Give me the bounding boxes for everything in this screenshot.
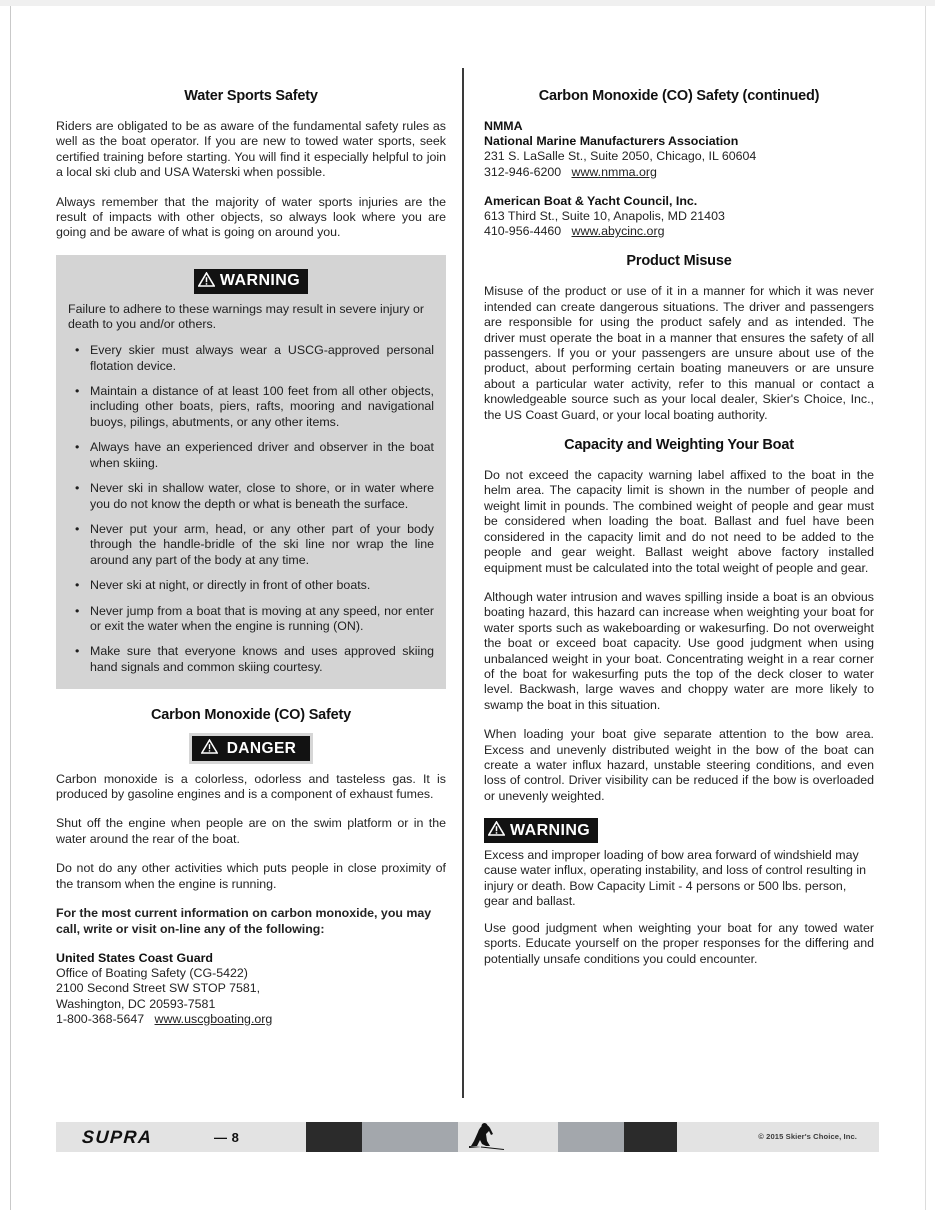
coast-guard-website-link[interactable]: www.uscgboating.org — [154, 1011, 273, 1026]
abyc-contact-line — [484, 224, 874, 239]
intro-paragraph-2: Always remember that the majority of water sports injuries are the result of impacts with other objects, so always look where you are going and be aware of what is going on around you. — [56, 194, 446, 240]
danger-triangle-icon — [201, 739, 218, 758]
warning-bullet-text: Never ski at night, or directly in front of other boats. — [90, 578, 371, 593]
nmma-contact-line — [484, 165, 874, 180]
capacity-paragraph-2: Although water intrusion and waves spilling inside a boat is an obvious boating hazard, this hazard can increase when weighting your boat for water sports such as wakeboarding or wakesurfing. Do not overweight the boat or exceed boat capacity. Use good judgment when using unbalanced weight in your boat. Concentrating weight in a rear corner of the boat for wakesurfing puts the top of the deck closer to water level. Backwash, large waves and choppy water are more likely to swamp the boat in this situation. — [484, 589, 874, 712]
intro-paragraph-1: Riders are obligated to be as aware of the fundamental safety rules as well as the boat operator. If you are new to towed water sports, seek certified training before starting. You will find it especially helpful to join a local ski club and USA Waterski when possible. — [56, 119, 446, 180]
page-number: — 8 — [214, 1130, 240, 1145]
warning-badge-label: WARNING — [219, 272, 301, 290]
capacity-paragraph-1: Do not exceed the capacity warning label affixed to the boat in the helm area. The capacity limit is shown in the number of people and weight limit in pounds. The combined weight of people and gear must be considered when loading the boat. Ballast and fuel have been considered in the capacity limit and do not need to be added to the people and gear weight. Ballast weight above factory installed equipment must be calculated into the total weight of people and gear. — [484, 468, 874, 575]
bow-warning-text: Excess and improper loading of bow area forward of windshield may cause water influx, operating instability, and loss of control resulting in injury or death. Bow Capacity Limit - 4 persons or 500 lbs. person, gear and ballast. — [484, 848, 867, 908]
capacity-paragraph-3: When loading your boat give separate attention to the bow area. Excess and unevenly distributed weight in the bow of the boat can create a water influx hazard, unstable steering conditions, and even loss of control. Driver visibility can be reduced if the bow is overloaded or unevenly weighted. — [484, 727, 874, 803]
bow-loading-warning — [484, 818, 874, 909]
bow-warning-badge-container — [484, 818, 874, 843]
coast-guard-org-name: United States Coast Guard — [56, 950, 213, 965]
warning-bullet-text: Never put your arm, head, or any other part of your body through the handle-bridle of the ski line nor wrap the line around any part of the body at any time. — [90, 521, 434, 567]
product-misuse-heading: Product Misuse — [626, 253, 732, 270]
footer-decoration-dark-left — [306, 1122, 362, 1152]
danger-badge-label: DANGER — [226, 739, 297, 757]
warning-bullet-item — [68, 440, 434, 471]
nmma-phone: 312-946-6200 — [484, 164, 562, 179]
co-safety-continued-heading: Carbon Monoxide (CO) Safety (continued) — [538, 88, 820, 104]
co-contact-lead: For the most current information on carbon monoxide, you may call, write or visit on-line any of the following: — [56, 906, 432, 936]
warning-bullet-text: Never ski in shallow water, close to shore, or in water where you do not know the depth or what is beneath the surface. — [90, 481, 434, 511]
warning-bullet-item — [68, 604, 434, 635]
warning-bullet-item — [68, 644, 434, 675]
nmma-org-name: National Marine Manufacturers Association — [484, 134, 739, 149]
footer-decoration-gray-right — [558, 1122, 624, 1152]
warning-bullet-item — [68, 384, 434, 430]
warning-badge — [194, 269, 308, 294]
page-title: Water Sports Safety — [184, 88, 318, 104]
warning-bullet-item — [68, 522, 434, 568]
footer-decoration-dark-right — [624, 1122, 677, 1152]
abyc-address: 613 Third St., Suite 10, Anapolis, MD 21403 — [484, 209, 725, 224]
warning-bullet-item — [68, 343, 434, 374]
warning-bullet-text: Every skier must always wear a USCG-approved personal flotation device. — [90, 343, 434, 373]
supra-brand-logo: SUPRA — [81, 1127, 154, 1147]
bullet-dot-icon: • — [75, 578, 80, 593]
warning-bullet-item — [68, 578, 434, 593]
capacity-closing-paragraph: Use good judgment when weighting your boat for any towed water sports. Educate yourself on the proper responses for the differing and potentially unsafe conditions you could encounter. — [484, 921, 874, 966]
bullet-dot-icon: • — [75, 343, 80, 358]
co-safety-heading: Carbon Monoxide (CO) Safety — [150, 707, 352, 724]
page-footer — [56, 1122, 879, 1152]
column-divider — [462, 68, 464, 1098]
co-paragraph-1: Carbon monoxide is a colorless, odorless and tasteless gas. It is produced by gasoline engines and is a component of exhaust fumes. — [56, 771, 446, 802]
co-paragraph-3: Do not do any other activities which puts people in close proximity of the transom when the engine is running. — [56, 861, 446, 891]
bullet-dot-icon: • — [75, 521, 80, 536]
coast-guard-phone: 1-800-368-5647 — [56, 1011, 145, 1026]
coast-guard-office: Office of Boating Safety (CG-5422) — [56, 966, 248, 981]
danger-badge-container — [56, 733, 446, 764]
nmma-address-block — [484, 119, 874, 180]
nmma-address: 231 S. LaSalle St., Suite 2050, Chicago, IL 60604 — [484, 149, 757, 164]
coast-guard-contact-line — [56, 1012, 446, 1027]
footer-decoration-gray-left — [362, 1122, 458, 1152]
warning-bullet-text: Always have an experienced driver and observer in the boat when skiing. — [90, 440, 434, 470]
abyc-org-name: American Boat & Yacht Council, Inc. — [484, 193, 698, 208]
co-paragraph-2: Shut off the engine when people are on the swim platform or in the water around the rear of the boat. — [56, 816, 446, 846]
warning-badge-container — [68, 269, 434, 294]
copyright-notice: © 2015 Skier's Choice, Inc. — [758, 1132, 857, 1141]
nmma-website-link[interactable]: www.nmma.org — [571, 164, 657, 179]
capacity-heading: Capacity and Weighting Your Boat — [564, 437, 794, 454]
abyc-phone: 410-956-4460 — [484, 224, 562, 239]
coast-guard-city-state-zip: Washington, DC 20593-7581 — [56, 996, 216, 1011]
wakeboarder-icon — [460, 1122, 522, 1152]
abyc-address-block — [484, 194, 874, 240]
warning-bullet-item — [68, 481, 434, 512]
warning-bullet-text: Never jump from a boat that is moving at any speed, nor enter or exit the water when the engine is running (ON). — [90, 603, 434, 633]
nmma-abbreviation: NMMA — [484, 119, 523, 133]
product-misuse-paragraph: Misuse of the product or use of it in a manner for which it was never intended can create dangerous situations. The driver and passengers are responsible for using the product safely and as intended. The driver must operate the boat in a manner that ensures the safety of all passengers. If you or your passengers are unsure about use of the product, about performing certain boating maneuvers or are unsure about a particular water activity, refer to this manual or contact a knowledgeable source such as your local dealer, Skier's Choice, Inc., the US Coast Guard, or your local boating authority. — [484, 284, 874, 422]
warning-bullet-text: Make sure that everyone knows and uses approved skiing hand signals and common skiing courtesy. — [90, 644, 434, 674]
left-column — [56, 88, 446, 1041]
warning-intro-text: Failure to adhere to these warnings may result in severe injury or death to you and/or others. — [68, 301, 425, 332]
right-column — [484, 88, 874, 967]
bullet-dot-icon: • — [75, 384, 80, 399]
warning-panel — [56, 255, 446, 689]
coast-guard-address-block — [56, 951, 446, 1027]
bow-warning-badge — [484, 818, 598, 843]
bullet-dot-icon: • — [75, 644, 80, 659]
bow-warning-badge-label: WARNING — [510, 821, 591, 839]
danger-badge — [189, 733, 314, 764]
bullet-dot-icon: • — [75, 440, 80, 455]
coast-guard-street: 2100 Second Street SW STOP 7581, — [56, 981, 261, 996]
bullet-dot-icon: • — [75, 481, 80, 496]
warning-bullet-list — [68, 343, 434, 675]
bullet-dot-icon: • — [75, 603, 80, 618]
abyc-website-link[interactable]: www.abycinc.org — [571, 224, 665, 239]
warning-bullet-text: Maintain a distance of at least 100 feet from all other objects, including other boats, piers, rafts, mooring and navigational buoys, pilings, abutments, or any other items. — [90, 384, 434, 429]
warning-triangle-icon — [488, 821, 505, 840]
warning-triangle-icon — [198, 272, 215, 291]
